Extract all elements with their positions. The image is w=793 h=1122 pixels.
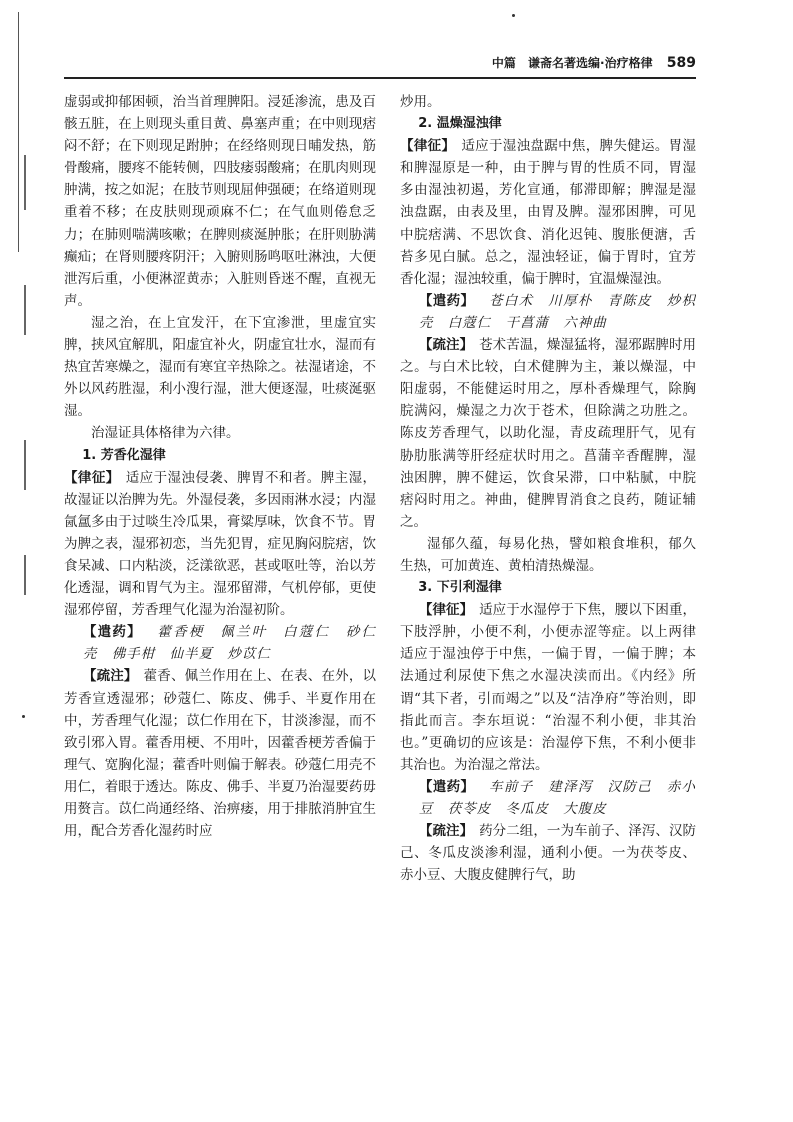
herb-item: 佩兰叶: [220, 624, 268, 641]
herb-item: 冬瓜皮: [505, 801, 549, 817]
herb-item: 茯苓皮: [447, 801, 492, 817]
note-text: 藿香、佩兰作用在上、在表、在外，以芳香宣透湿邪；砂蔻仁、陈皮、佛手、半夏作用在中，芳香理气化湿；苡仁作用在下，甘淡渗湿，而不致引邪入胃。藿香用梗、不用叶，因藿香梗芳香偏于理气、宽胸化湿；藿香叶则偏于解表。砂蔻仁用壳不用仁，着眼于透达。陈皮、佛手、半夏乃治湿要药毋用赘言。苡仁尚通经络、治痹痿，用于排脓消肿宜生用，配合芳香化湿药时应: [64, 668, 376, 840]
rule-text: 适应于湿浊侵袭、脾胃不和者。脾主湿，故湿证以治脾为先。外湿侵袭，多因雨淋水浸；内湿氤氲多由于过啖生冷瓜果，膏粱厚味，饮食不节。胃为脾之表，湿邪初恋，当先犯胃，症见胸闷脘痞，饮食呆减、口内粘淡，泛漾欲恶，甚或呕吐等，治以芳化透湿，调和胃气为主。湿邪留滞，气机停郁，更使湿邪停留，芳香理气化湿为治湿初阶。: [64, 469, 376, 619]
herb-item: 炒苡仁: [227, 646, 271, 663]
paragraph: 湿郁久蕴，每易化热，譬如粮食堆积，郁久生热，可加黄连、黄柏清热燥湿。: [400, 535, 696, 574]
scan-margin-mark: [24, 555, 26, 595]
rule-paragraph-2: [400, 135, 696, 290]
left-column: [64, 91, 376, 1096]
herb-item: 佛手柑: [111, 646, 156, 663]
note-label: 【疏注】: [418, 337, 474, 354]
herb-item: 炒枳壳: [418, 292, 696, 331]
scan-margin-mark: [24, 285, 26, 335]
rule-label: 【律征】: [64, 469, 120, 486]
paragraph: 炒用。: [400, 94, 441, 110]
note-paragraph-2: [400, 334, 696, 533]
note-text: 药分二组，一为车前子、泽泻、汉防己、冬瓜皮淡渗利湿，通利小便。一为茯苓皮、赤小豆、大腹皮健脾行气，助: [400, 823, 696, 884]
herb-item: 砂仁壳: [82, 624, 376, 663]
herb-item: 川厚朴: [548, 292, 593, 309]
running-header: [430, 54, 696, 76]
note-label: 【疏注】: [418, 823, 474, 840]
herb-item: 藿香梗: [157, 624, 205, 641]
herbs-label: 【遣药】: [82, 624, 142, 641]
header-title: 谦斋名著选编·治疗格律: [528, 56, 653, 70]
section-heading-1: 1. 芳香化湿律: [82, 447, 166, 463]
herbs-line-2: [400, 290, 696, 334]
herb-item: 六神曲: [563, 314, 607, 331]
paragraph: 湿之治，在上宜发汗，在下宜渗泄，里虚宜实脾，挟风宜解肌，阳虚宜补火，阴虚宜壮水，湿而有热宜苦寒燥之，湿而有寒宜辛热除之。祛湿诸途，不外以风药胜湿，利小溲行湿，泄大便逐湿，吐痰涎驱湿。: [64, 314, 376, 420]
herbs-line-3: [400, 776, 696, 820]
note-paragraph-3: [400, 820, 696, 886]
herb-item: 青陈皮: [607, 292, 653, 309]
scan-dot: [22, 715, 25, 718]
note-text: 苍术苦温，燥湿猛将，湿邪踞脾时用之。与白术比较，白术健脾为主，兼以燥湿，中阳虚弱，不能健运时用之，厚朴香燥理气，除胸脘满闷，燥湿之力次于苍术，但除满之功胜之。陈皮芳香理气，以助化湿，青皮疏理肝气，见有胁肋胀满等肝经症状时用之。菖蒲辛香醒脾，湿浊困脾，脾不健运，饮食呆滞，口中粘腻，中脘痞闷时用之。神曲，健脾胃消食之良药，随证辅之。: [400, 337, 696, 530]
rule-label: 【律征】: [418, 602, 474, 619]
rule-label: 【律征】: [400, 138, 456, 155]
note-label: 【疏注】: [82, 668, 138, 685]
herb-item: 苍白术: [488, 292, 534, 309]
herb-item: 白蔻仁: [447, 314, 492, 331]
paragraph: 治湿证具体格律为六律。: [91, 425, 240, 442]
herbs-label: 【遣药】: [418, 778, 475, 795]
scan-edge-line: [18, 12, 19, 252]
header-rule: [64, 77, 696, 79]
scan-dot: [512, 14, 515, 17]
herb-item: 建泽泻: [548, 778, 593, 795]
herb-item: 干菖蒲: [505, 314, 549, 331]
scan-margin-mark: [24, 155, 26, 210]
rule-text: 适应于湿浊盘踞中焦，脾失健运。胃湿和脾湿原是一种，由于脾与胃的性质不同，胃湿多由湿浊初遏，芳化宣通，郁滞即解；脾湿是湿浊盘踞，由表及里，由胃及脾。湿邪困脾，可见中脘痞满、不思饮食、消化迟钝、腹胀便溏，舌苔多见白腻。总之，湿浊轻证，偏于胃时，宜芳香化湿；湿浊较重，偏于脾时，宜温燥湿浊。: [400, 138, 696, 287]
herb-item: 汉防己: [607, 778, 653, 795]
herbs-label: 【遣药】: [418, 292, 475, 309]
herb-item: 大腹皮: [563, 801, 607, 817]
scan-margin-mark: [24, 440, 26, 490]
herb-item: 赤小豆: [418, 778, 696, 817]
rule-paragraph-3: [400, 599, 696, 776]
note-paragraph-1: [64, 665, 376, 842]
section-heading-3: 3. 下引利湿律: [418, 580, 502, 596]
rule-text: 适应于水湿停于下焦，腰以下困重，下肢浮肿，小便不利，小便赤涩等症。以上两律适应于湿浊停于中焦，一偏于胃，一偏于脾；本法通过利尿使下焦之水湿决渎而出。《内经》所谓“其下者，引而竭之”以及“洁净府”等治则，即指此而言。李东垣说：“治湿不利小便，非其治也。”更确切的应该是：治湿停下焦，不利小便非其治也。为治湿之常法。: [400, 602, 696, 773]
right-column: [400, 91, 696, 1096]
page-number: 589: [666, 55, 696, 71]
paragraph: 虚弱或抑郁困顿，治当首理脾阳。浸延渗流，患及百骸五脏，在上则现头重目黄、鼻塞声重；在中则现痞闷不舒；在下则现足跗肿；在经络则现日晡发热，筋骨酸痛，腰疼不能转侧，四肢痿弱酸痛；在肌肉则现肿满，按之如泥；在肢节则现屈伸强硬；在络道则现重着不移；在皮肤则现顽麻不仁；在气血则倦怠乏力；在肺则喘满咳嗽；在脾则痰涎肿胀；在肝则胁满癫疝；在肾则腰疼阴汗；入腑则肠鸣呕吐淋浊，大便泄泻后重，小便淋涩黄赤；入脏则昏迷不醒，直视无声。: [64, 94, 376, 309]
header-section: 中篇: [491, 56, 516, 70]
section-heading-2: 2. 温燥湿浊律: [418, 116, 502, 132]
rule-paragraph-1: [64, 467, 376, 622]
herb-item: 仙半夏: [169, 646, 213, 663]
herb-item: 白蔻仁: [283, 624, 331, 641]
herb-item: 车前子: [488, 778, 534, 795]
herbs-line-1: [64, 621, 376, 665]
